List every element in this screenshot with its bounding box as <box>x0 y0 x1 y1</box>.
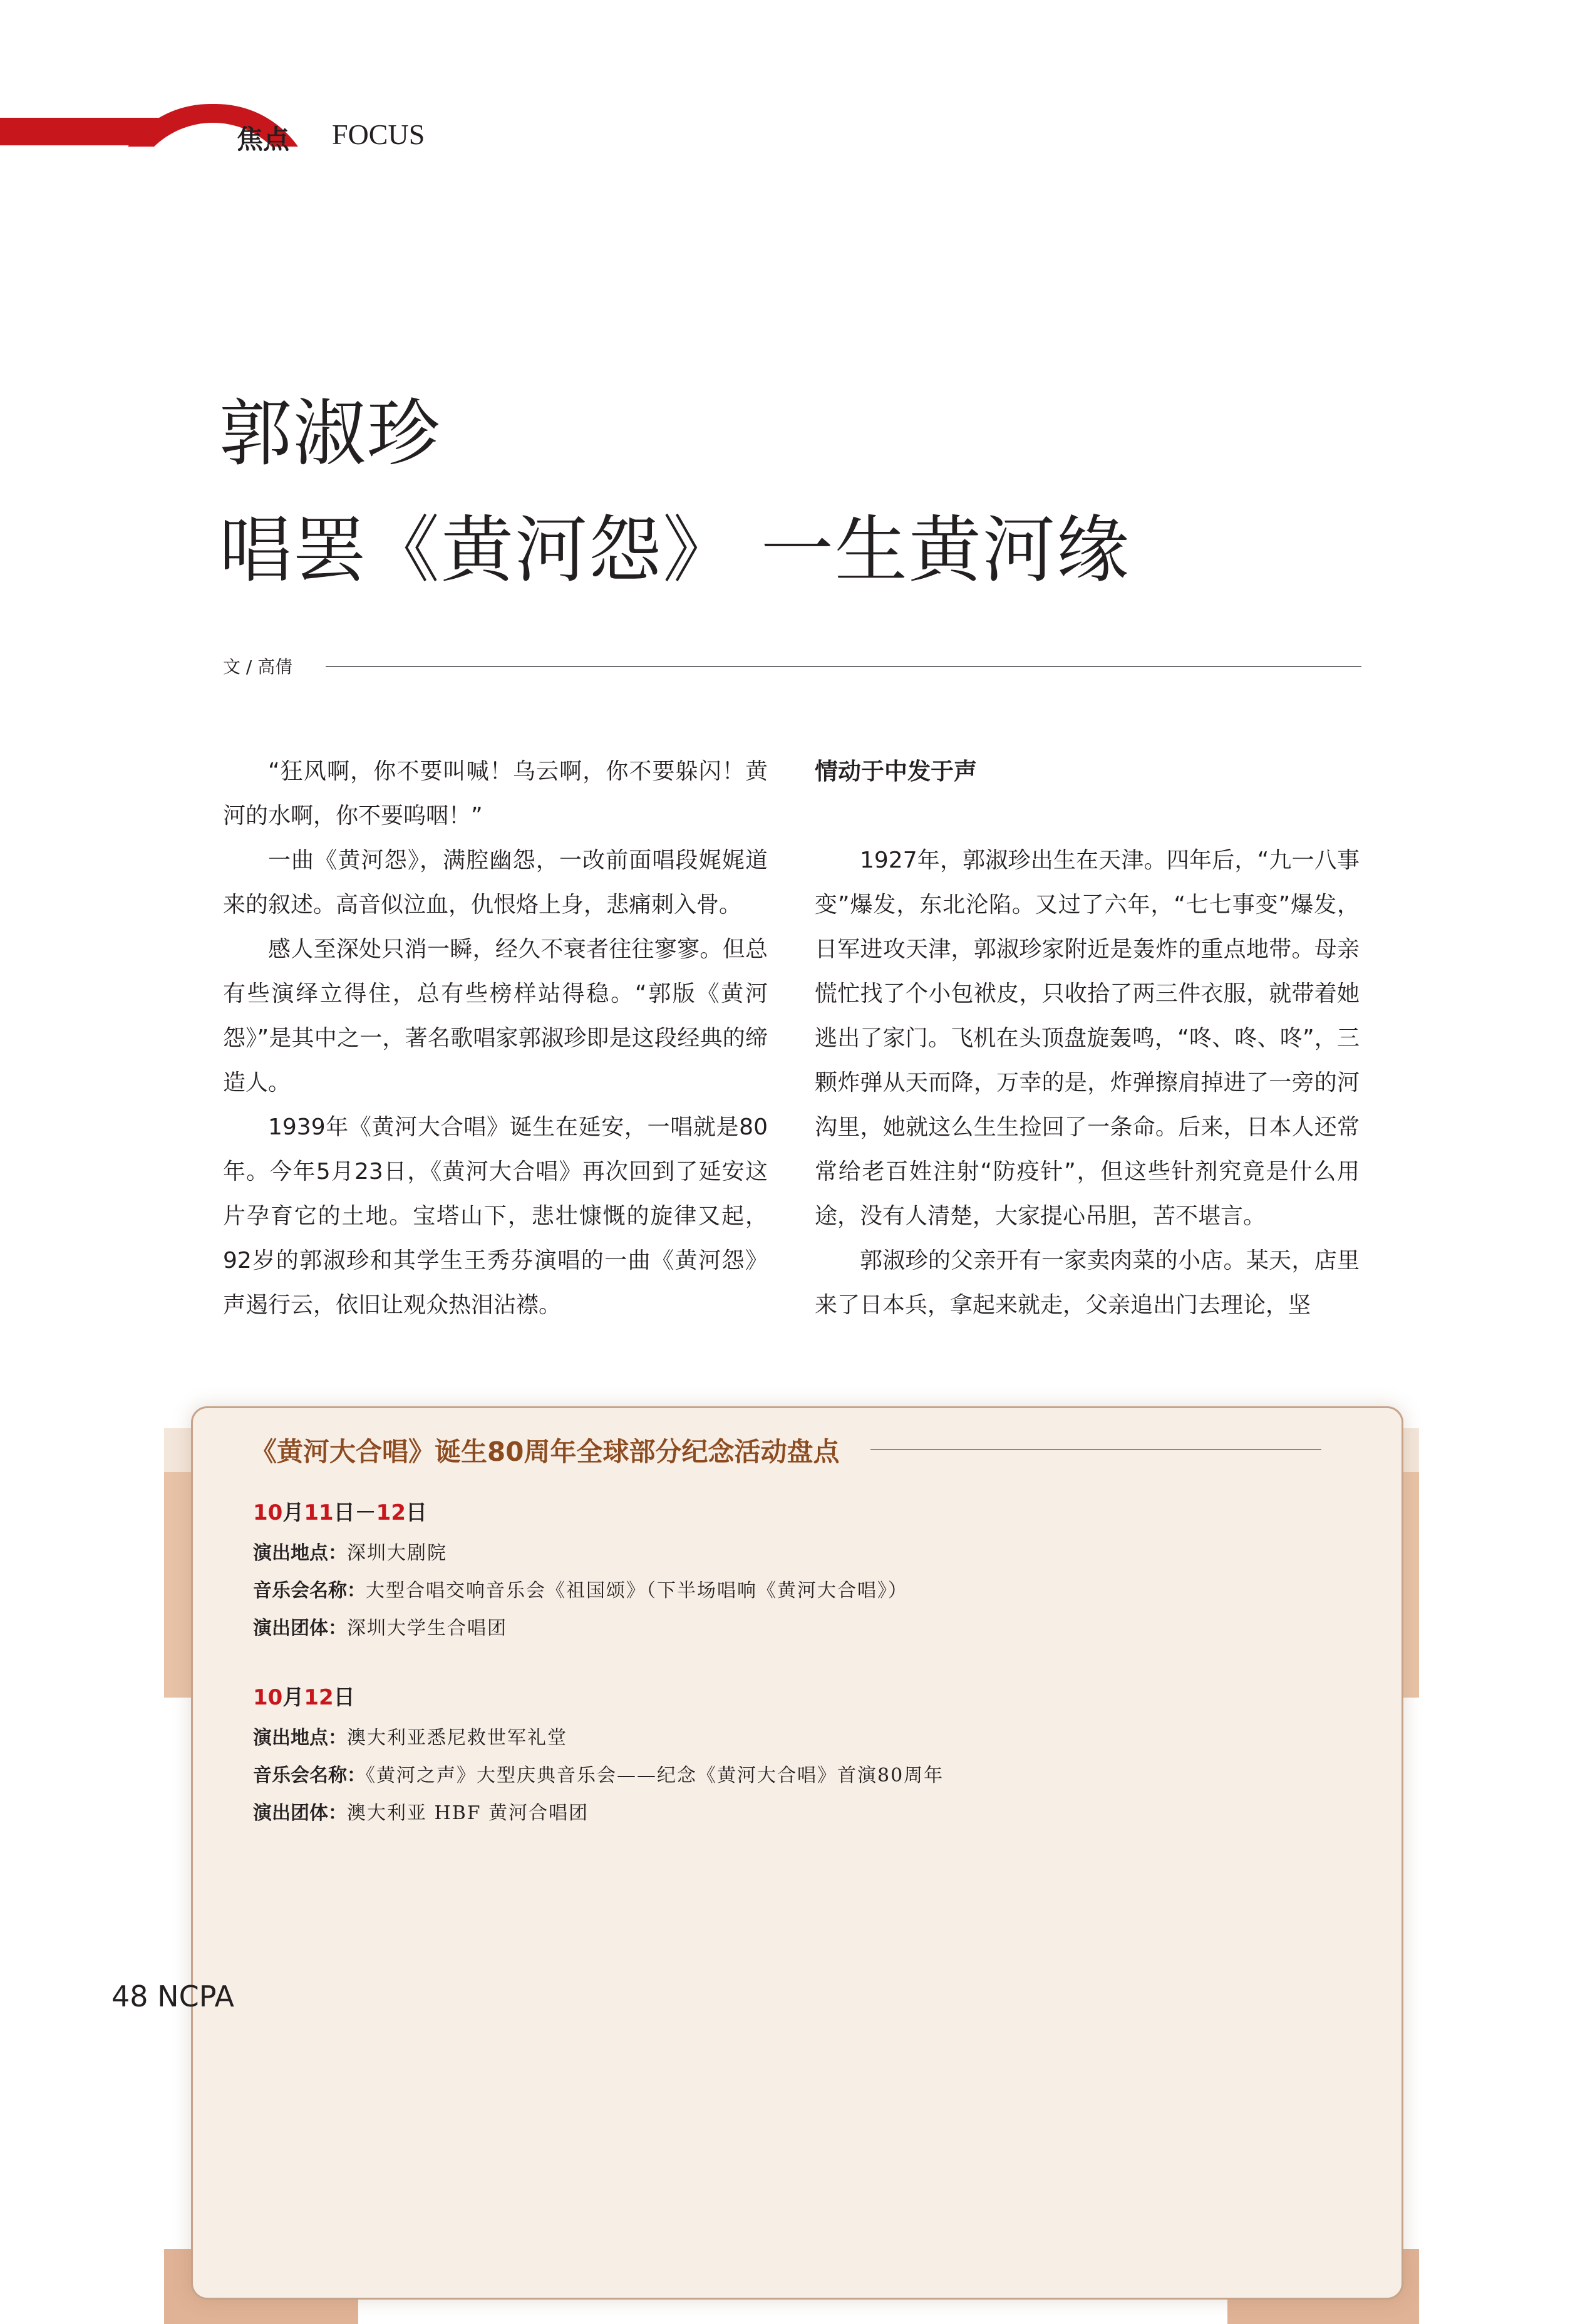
venue-value: 深圳大剧院 <box>347 1542 447 1564</box>
date-part: 10 <box>253 1500 283 1525</box>
event-date <box>253 1676 1318 1720</box>
paragraph: 1927年，郭淑珍出生在天津。四年后，“九一八事变”爆发，东北沦陷。又过了六年，“七七事变”爆发，日军进攻天津，郭淑珍家附近是轰炸的重点地带。母亲慌忙找了个小包袱皮，只收拾了两三件衣服，就带着她逃出了家门。飞机在头顶盘旋轰鸣，“咚、咚、咚”，三颗炸弹从天而降，万幸的是，炸弹擦肩掉进了一旁的河沟里，她就这么生生捡回了一条命。后来，日本人还常常给老百姓注射“防疫针”，但这些针剂究竟是什么用途，没有人清楚，大家提心吊胆，苦不堪言。 <box>815 848 1360 1229</box>
group-label: 演出团体： <box>253 1802 347 1824</box>
title-line-2: 唱罢《黄河怨》 一生黄河缘 <box>219 508 1130 593</box>
header-mask <box>0 147 351 209</box>
concert-label: 音乐会名称： <box>253 1580 366 1602</box>
event-group <box>253 1795 1318 1832</box>
date-part: 日 <box>405 1500 427 1525</box>
paragraph: 1939年《黄河大合唱》诞生在延安，一唱就是80年。今年5月23日，《黄河大合唱》再次回到了延安这片孕育它的土地。宝塔山下，悲壮慷慨的旋律又起，92岁的郭淑珍和其学生王秀芬演唱的一曲《黄河怨》声遏行云，依旧让观众热泪沾襟。 <box>223 1114 768 1318</box>
event-item <box>253 1491 1318 1647</box>
event-item <box>253 1676 1318 1832</box>
venue-label: 演出地点： <box>253 1542 347 1564</box>
concert-value: 大型合唱交响音乐会《祖国颂》（下半场唱响《黄河大合唱》） <box>366 1580 908 1602</box>
paragraph: 郭淑珍的父亲开有一家卖肉菜的小店。某天，店里来了日本兵，拿起来就走，父亲追出门去理论，坚 <box>815 1248 1360 1318</box>
paragraph: “狂风啊，你不要叫喊！乌云啊，你不要躲闪！黄河的水啊，你不要呜咽！” <box>223 759 768 829</box>
venue-value: 澳大利亚悉尼救世军礼堂 <box>347 1727 567 1749</box>
section-label-en: FOCUS <box>332 118 425 150</box>
byline: 文 / 高倩 <box>223 656 293 677</box>
event-concert <box>253 1757 1318 1795</box>
date-part: 日－ <box>333 1500 376 1525</box>
date-part: 12 <box>304 1685 334 1710</box>
concert-value: 《黄河之声》大型庆典音乐会——纪念《黄河大合唱》首演80周年 <box>366 1765 944 1787</box>
page-number: 48 <box>111 1979 148 2013</box>
group-value: 澳大利亚 HBF 黄河合唱团 <box>347 1802 589 1824</box>
date-part: 12 <box>376 1500 406 1525</box>
info-box-title: 《黄河大合唱》诞生80周年全球部分纪念活动盘点 <box>250 1436 840 1467</box>
venue-label: 演出地点： <box>253 1727 347 1749</box>
section-subhead: 情动于中发于声 <box>815 758 977 785</box>
left-column <box>223 749 768 1327</box>
section-label-zh: 焦点 <box>237 124 290 155</box>
date-part: 月 <box>282 1500 304 1525</box>
date-part: 10 <box>253 1685 283 1710</box>
event-group <box>253 1610 1318 1647</box>
article-title <box>219 376 1130 609</box>
concert-label: 音乐会名称： <box>253 1765 366 1787</box>
event-venue <box>253 1720 1318 1757</box>
paragraph: 一曲《黄河怨》，满腔幽怨，一改前面唱段娓娓道来的叙述。高音似泣血，仇恨烙上身，悲痛刺入骨。 <box>223 848 768 918</box>
page-folio <box>111 1979 234 2013</box>
date-part: 11 <box>304 1500 334 1525</box>
group-label: 演出团体： <box>253 1617 347 1639</box>
date-part: 日 <box>333 1685 355 1710</box>
group-value: 深圳大学生合唱团 <box>347 1617 507 1639</box>
date-part: 月 <box>282 1685 304 1710</box>
event-date <box>253 1491 1318 1535</box>
info-box-rule <box>870 1449 1321 1450</box>
paragraph: 感人至深处只消一瞬，经久不衰者往往寥寥。但总有些演绎立得住，总有些榜样站得稳。“郭版《黄河怨》”是其中之一，著名歌唱家郭淑珍即是这段经典的缔造人。 <box>223 936 768 1096</box>
byline-rule <box>326 666 1361 667</box>
spacer <box>815 794 1360 838</box>
event-venue <box>253 1535 1318 1572</box>
title-line-1: 郭淑珍 <box>219 392 441 476</box>
right-column <box>815 749 1360 1327</box>
event-concert <box>253 1572 1318 1610</box>
publication-name: NCPA <box>157 1979 234 2013</box>
